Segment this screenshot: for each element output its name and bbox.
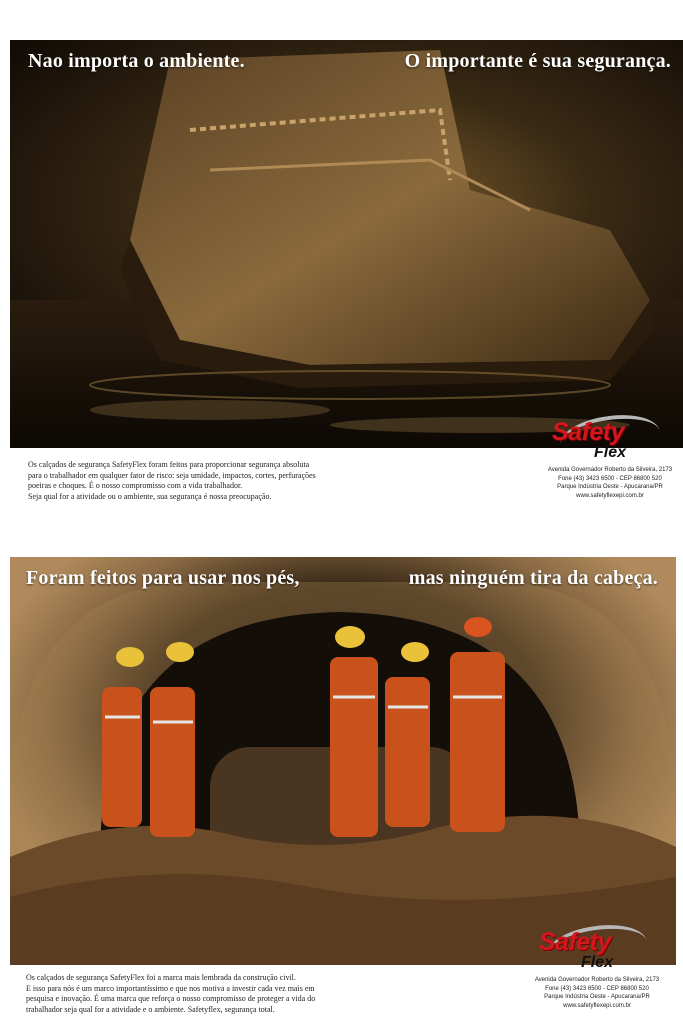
body-line: trabalhador seja qual for a atividade e o ambiente. Safetyflex, segurança total.	[26, 1004, 275, 1014]
contact-website: www.safetyflexepi.com.br	[563, 1002, 631, 1009]
body-line: para o trabalhador em qualquer fator de risco: seja umidade, impactos, cortes, perfurações	[28, 470, 316, 480]
contact-website: www.safetyflexepi.com.br	[576, 492, 644, 499]
tunnel-workers-photo	[10, 557, 676, 965]
contact-address: Avenida Governador Roberto da Silveira, 2173	[547, 467, 673, 473]
contact-phone: Fone (43) 3423 6500 - CEP 86800 520	[545, 985, 649, 992]
logo-flex-text: Flex	[581, 954, 614, 971]
ad-tunnel	[0, 557, 683, 1024]
body-line: poeiras e choques. É o nosso compromisso com a vida trabalhador.	[28, 481, 243, 490]
logo-mark	[533, 922, 661, 976]
contact-city: Parque Indústria Oeste - Apucarana/PR	[544, 994, 650, 1000]
body-line: pesquisa e inovação. É uma marca que reforça o nosso compromisso de proteger a vida do	[26, 994, 316, 1003]
ad-boot	[0, 40, 683, 512]
body-line: Os calçados de segurança SafetyFlex foi a marca mais lembrada da construção civil.	[26, 973, 296, 982]
headline-right: O importante é sua segurança.	[404, 50, 671, 72]
tunnel-illustration	[10, 557, 676, 965]
body-line: E isso para nós é um marco importantíssimo e que nos motiva a investir cada vez mais em	[26, 983, 315, 993]
contact-address: Avenida Governador Roberto da Silveira, 2173	[534, 977, 660, 983]
body-line: Seja qual for a atividade ou o ambiente, sua segurança é nossa preocupação.	[28, 491, 272, 501]
headline-left: Foram feitos para usar nos pés,	[26, 567, 300, 589]
contact-phone: Fone (43) 3423 6500 - CEP 86800 520	[558, 475, 662, 482]
boot-illustration	[10, 40, 683, 448]
logo-safety-text: Safety	[539, 928, 612, 956]
boot-in-water-photo	[10, 40, 683, 448]
body-line: Os calçados de segurança SafetyFlex foram feitos para proporcionar segurança absoluta	[28, 460, 310, 469]
safetyflex-logo	[546, 412, 674, 500]
headline-left: Nao importa o ambiente.	[28, 50, 245, 72]
logo-flex-text: Flex	[594, 444, 627, 461]
contact-city: Parque Indústria Oeste - Apucarana/PR	[557, 484, 663, 490]
headline-right: mas ninguém tira da cabeça.	[408, 567, 658, 589]
safetyflex-logo	[533, 922, 661, 1010]
logo-mark	[546, 412, 674, 466]
ad-body-text	[26, 973, 336, 1015]
ad-body-text	[28, 460, 348, 502]
logo-safety-text: Safety	[552, 418, 625, 446]
